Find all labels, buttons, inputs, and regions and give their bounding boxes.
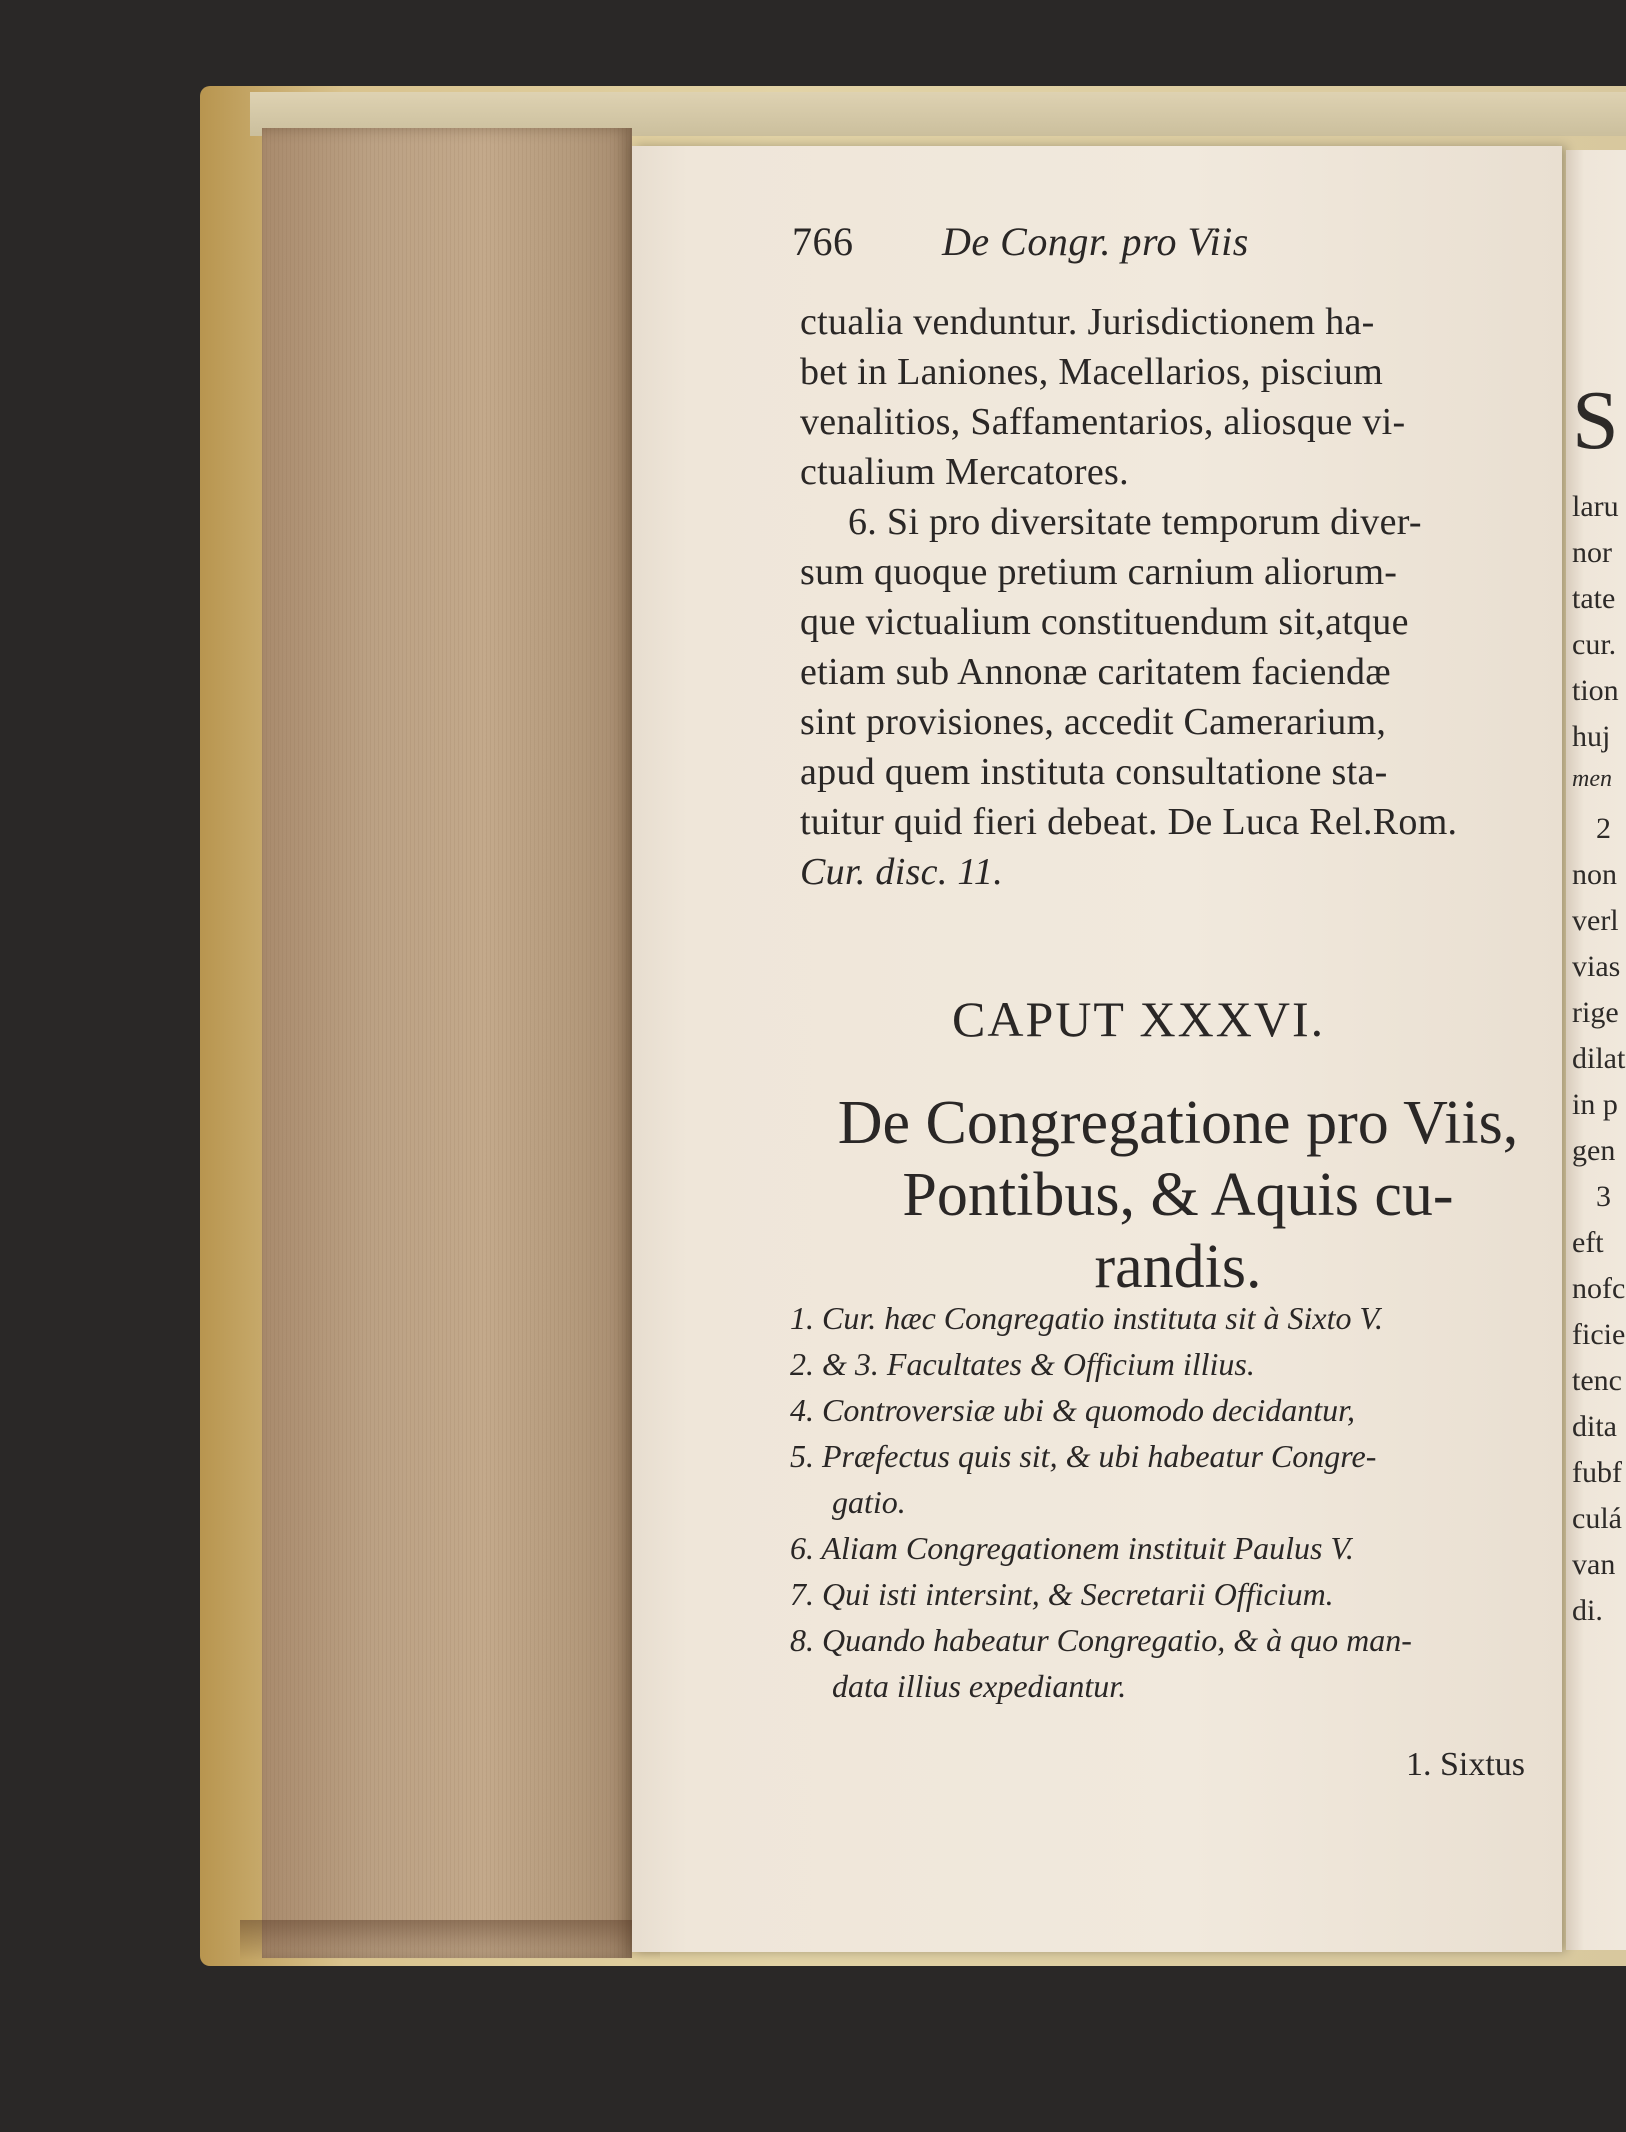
summary-line: 4. Controversiæ ubi & quomodo decidantur, (790, 1392, 1356, 1428)
next-page-fragment: tenc (1572, 1364, 1622, 1397)
summary-line: 6. Aliam Congregationem instituit Paulus V. (790, 1530, 1354, 1566)
catchword: 1. Sixtus (1406, 1746, 1526, 1783)
summary-line: data illius expediantur. (832, 1668, 1127, 1704)
summary-line: 2. & 3. Facultates & Officium illius. (790, 1346, 1255, 1382)
next-page-fragment: rige (1572, 996, 1619, 1029)
summary-line: 8. Quando habeatur Congregatio, & à quo man- (790, 1622, 1412, 1658)
page-block-shadow (240, 1920, 660, 1960)
body-line: tuitur quid fieri debeat. De Luca Rel.Rom. (800, 801, 1458, 843)
next-page-fragment: 2 (1596, 812, 1611, 845)
body-line: etiam sub Annonæ caritatem faciendæ (800, 651, 1391, 693)
right-page-sliver (1566, 150, 1626, 1950)
next-page-fragment: verl (1572, 904, 1619, 937)
next-page-fragment: S (1572, 374, 1619, 467)
body-line: Cur. disc. 11. (800, 851, 1004, 893)
body-line: venalitios, Saffamentarios, aliosque vi- (800, 401, 1406, 443)
summary-line: gatio. (832, 1484, 906, 1520)
chapter-title-line: randis. (1094, 1233, 1262, 1301)
body-line: sum quoque pretium carnium aliorum- (800, 551, 1398, 593)
next-page-fragment: laru (1572, 490, 1619, 523)
body-line: apud quem instituta consultatione sta- (800, 751, 1388, 793)
next-page-fragment: huj (1572, 720, 1611, 753)
next-page-fragment: non (1572, 858, 1617, 891)
page-block-edge (262, 128, 632, 1958)
next-page-fragment: tate (1572, 582, 1616, 615)
chapter-title-line: De Congregatione pro Viis, (837, 1089, 1519, 1157)
next-page-fragment: dita (1572, 1410, 1617, 1443)
page-number: 766 (792, 219, 854, 264)
body-line: sint provisiones, accedit Camerarium, (800, 701, 1387, 743)
next-page-fragment: dilat (1572, 1042, 1626, 1075)
running-head (792, 218, 1249, 265)
next-page-fragment: fubf (1572, 1456, 1622, 1489)
next-page-fragment: cur. (1572, 628, 1617, 661)
next-page-fragment: nofc (1572, 1272, 1626, 1305)
next-page-fragment: vias (1572, 950, 1621, 983)
next-page-fragment: 3 (1596, 1180, 1611, 1213)
running-title: De Congr. pro Viis (942, 219, 1249, 264)
summary-line: 7. Qui isti intersint, & Secretarii Officium. (790, 1576, 1334, 1612)
next-page-fragment: in p (1572, 1088, 1618, 1121)
body-line: que victualium constituendum sit,atque (800, 601, 1409, 643)
summary-line: 1. Cur. hæc Congregatio instituta sit à Sixto V. (790, 1300, 1383, 1336)
next-page-fragment: ficie (1572, 1318, 1626, 1351)
summary-line: 5. Præfectus quis sit, & ubi habeatur Congre- (790, 1438, 1377, 1474)
next-page-fragment: men (1572, 766, 1612, 792)
body-line: ctualium Mercatores. (800, 451, 1129, 493)
next-page-fragment: di. (1572, 1594, 1603, 1627)
next-page-fragment: culá (1572, 1502, 1622, 1535)
body-line: ctualia venduntur. Jurisdictionem ha- (800, 301, 1375, 343)
next-page-fragment: van (1572, 1548, 1616, 1581)
body-line: bet in Laniones, Macellarios, piscium (800, 351, 1384, 393)
next-page-fragment: nor (1572, 536, 1612, 569)
next-page-fragment: gen (1572, 1134, 1616, 1167)
next-page-fragment: tion (1572, 674, 1619, 707)
body-line: 6. Si pro diversitate temporum diver- (848, 501, 1422, 543)
chapter-title-line: Pontibus, & Aquis cu- (902, 1161, 1454, 1229)
chapter-heading: CAPUT XXXVI. (952, 991, 1326, 1047)
next-page-fragment: eft (1572, 1226, 1604, 1259)
